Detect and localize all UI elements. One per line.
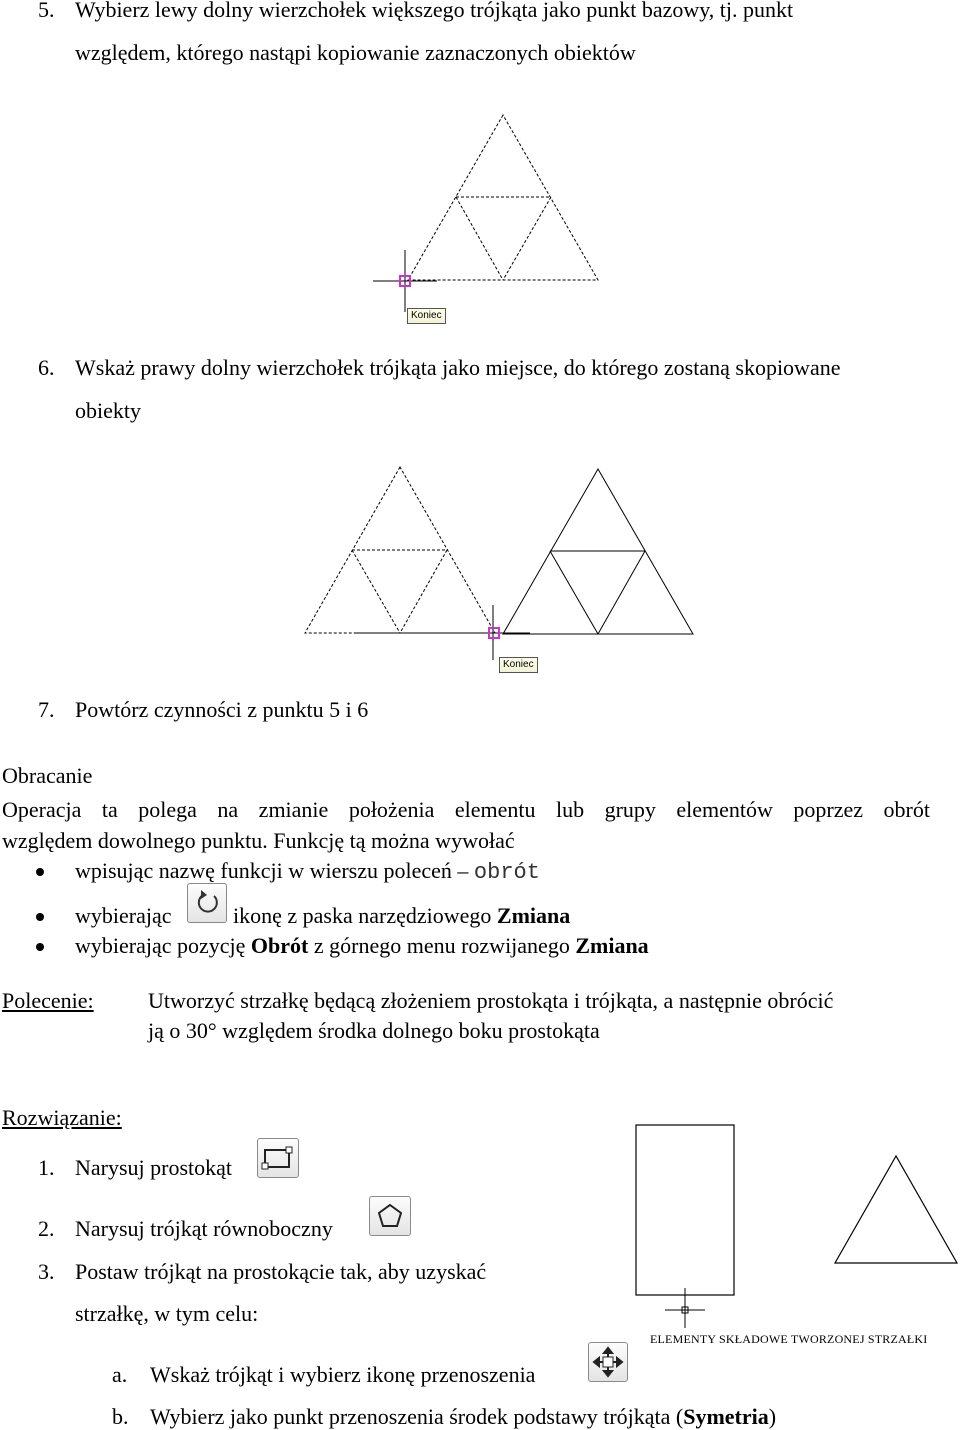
bullet-2-post-text: ikonę z paska narzędziowego bbox=[233, 903, 492, 928]
task-line2: ją o 30° względem środka dolnego boku prostokąta bbox=[148, 1018, 600, 1043]
solution-step-3-line2: strzałkę, w tym celu: bbox=[75, 1301, 259, 1326]
snap-tooltip-koniec-1: Koniec bbox=[407, 308, 446, 324]
solution-step-1-text: Narysuj prostokąt bbox=[75, 1155, 233, 1180]
bullet-2-bold-zmiana: Zmiana bbox=[496, 903, 571, 928]
solution-step-b bbox=[150, 1404, 776, 1429]
solution-step-1-number: 1. bbox=[38, 1155, 55, 1180]
rotate-paragraph-line1: Operacja ta polega na zmianie położenia elementu lub grupy elementów poprzez obrót bbox=[2, 797, 930, 822]
solution-step-a-text: Wskaż trójkąt i wybierz ikonę przenoszenia bbox=[150, 1362, 536, 1387]
step-6-text-line2: obiekty bbox=[75, 398, 141, 423]
solution-step-b-number: b. bbox=[112, 1404, 129, 1429]
solution-step-b-pre: Wybierz jako punkt przenoszenia środek podstawy trójkąta ( bbox=[150, 1404, 684, 1429]
step-7-number: 7. bbox=[38, 697, 55, 722]
solution-step-b-post: ) bbox=[768, 1404, 777, 1429]
rotate-paragraph-line2: względem dowolnego punktu. Funkcję tą można wywołać bbox=[2, 828, 515, 853]
solution-step-b-bold-symetria: Symetria bbox=[683, 1404, 769, 1429]
step-5-number: 5. bbox=[38, 0, 55, 22]
solution-label: Rozwiązanie: bbox=[2, 1105, 122, 1130]
move-icon[interactable] bbox=[588, 1342, 628, 1382]
section-title-obracanie: Obracanie bbox=[2, 763, 93, 788]
bullet-2-pre: wybierając bbox=[75, 903, 172, 928]
step-5-text-line1: Wybierz lewy dolny wierzchołek większego trójkąta jako punkt bazowy, tj. punkt bbox=[75, 0, 794, 22]
step-5-text-line2: względem, którego nastąpi kopiowanie zaznaczonych obiektów bbox=[75, 40, 636, 65]
bullet-3-bold-obrot: Obrót bbox=[250, 933, 309, 958]
bullet-3-pre: wybierając pozycję bbox=[75, 933, 246, 958]
solution-step-a-number: a. bbox=[112, 1362, 128, 1387]
solution-step-3-number: 3. bbox=[38, 1259, 55, 1284]
solution-step-2-number: 2. bbox=[38, 1216, 55, 1241]
figure-caption: ELEMENTY SKŁADOWE TWORZONEJ STRZAŁKI bbox=[650, 1332, 928, 1346]
snap-tooltip-koniec-2: Koniec bbox=[499, 657, 538, 673]
task-line1: Utworzyć strzałkę będącą złożeniem prostokąta i trójkąta, a następnie obrócić bbox=[148, 988, 834, 1013]
bullet-3-mid: z górnego menu rozwijanego bbox=[313, 933, 570, 958]
bullet-3-bold-zmiana: Zmiana bbox=[575, 933, 649, 958]
command-obrot: obrót bbox=[473, 860, 540, 885]
bullet-1-text: wpisując nazwę funkcji w wierszu poleceń – bbox=[75, 858, 469, 883]
step-6-text-line1: Wskaż prawy dolny wierzchołek trójkąta jako miejsce, do którego zostaną skopiowane bbox=[75, 355, 841, 380]
step-6-number: 6. bbox=[38, 355, 55, 380]
task-label: Polecenie: bbox=[2, 988, 94, 1013]
step-7-text: Powtórz czynności z punktu 5 i 6 bbox=[75, 697, 369, 722]
solution-step-3-line1: Postaw trójkąt na prostokącie tak, aby uzyskać bbox=[75, 1259, 487, 1284]
solution-step-2-text: Narysuj trójkąt równoboczny bbox=[75, 1216, 333, 1241]
